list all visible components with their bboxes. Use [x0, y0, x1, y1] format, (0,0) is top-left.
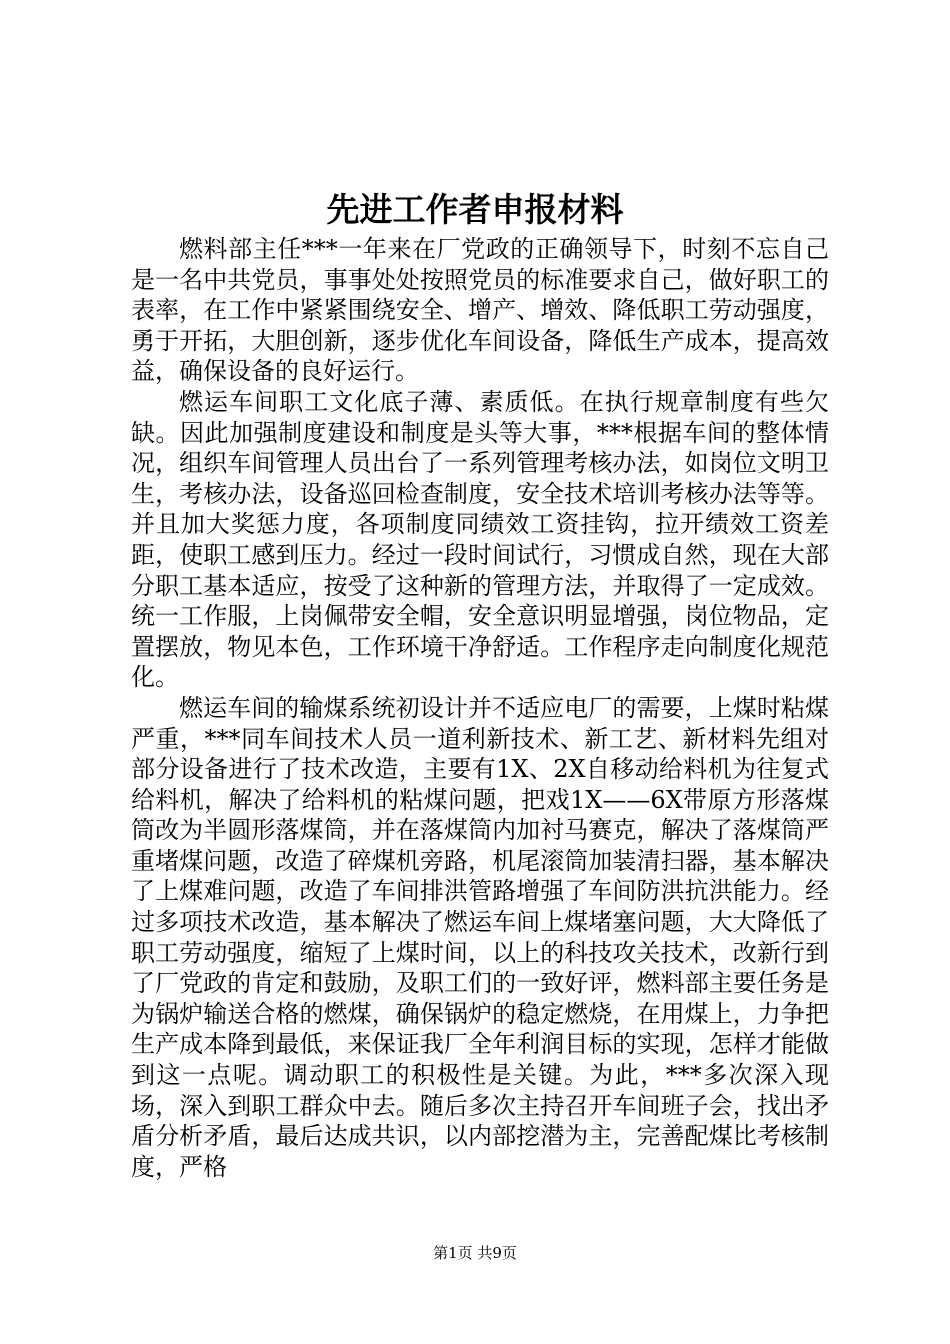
- document-body: [131, 234, 829, 1182]
- paragraph-1: 燃料部主任***一年来在厂党政的正确领导下，时刻不忘自己是一名中共党员，事事处处按照党员的标准要求自己，做好职工的表率，在工作中紧紧围绕安全、增产、增效、降低职工劳动强度，勇于开拓，大胆创新，逐步优化车间设备，降低生产成本，提高效益，确保设备的良好运行。: [131, 235, 829, 386]
- paragraph-3: 燃运车间的输煤系统初设计并不适应电厂的需要，上煤时粘煤严重，***同车间技术人员一道利新技术、新工艺、新材料先组对部分设备进行了技术改造，主要有1X、2X自移动给料机为往复式给料机，解决了给料机的粘煤问题，把戏1X——6X带原方形落煤筒改为半圆形落煤筒，并在落煤筒内加衬马赛克，解决了落煤筒严重堵煤问题，改造了碎煤机旁路，机尾滚筒加装清扫器，基本解决了上煤难问题，改造了车间排洪管路增强了车间防洪抗洪能力。经过多项技术改造，基本解决了燃运车间上煤堵塞问题，大大降低了职工劳动强度，缩短了上煤时间，以上的科技攻关技术，改新行到了厂党政的肯定和鼓励，及职工们的一致好评，燃料部主要任务是为锅炉输送合格的燃煤，确保锅炉的稳定燃烧，在用煤上，力争把生产成本降到最低，来保证我厂全年利润目标的实现，怎样才能做到这一点呢。调动职工的积极性是关键。为此，***多次深入现场，深入到职工群众中去。随后多次主持召开车间班子会，找出矛盾分析矛盾，最后达成共识，以内部挖潜为主，完善配煤比考核制度，严格: [131, 693, 829, 1181]
- page-footer: 第1页 共9页: [433, 1244, 517, 1262]
- paragraph-2: 燃运车间职工文化底子薄、素质低。在执行规章制度有些欠缺。因此加强制度建设和制度是头等大事，***根据车间的整体情况，组织车间管理人员出台了一系列管理考核办法，如岗位文明卫生，考核办法，设备巡回检查制度，安全技术培训考核办法等等。并且加大奖惩力度，各项制度同绩效工资挂钩，拉开绩效工资差距，使职工感到压力。经过一段时间试行，习惯成自然，现在大部分职工基本适应，按受了这种新的管理方法，并取得了一定成效。统一工作服，上岗佩带安全帽，安全意识明显增强，岗位物品，定置摆放，物见本色，工作环境干净舒适。工作程序走向制度化规范化。: [131, 387, 829, 692]
- document-title: 先进工作者申报材料: [326, 190, 624, 229]
